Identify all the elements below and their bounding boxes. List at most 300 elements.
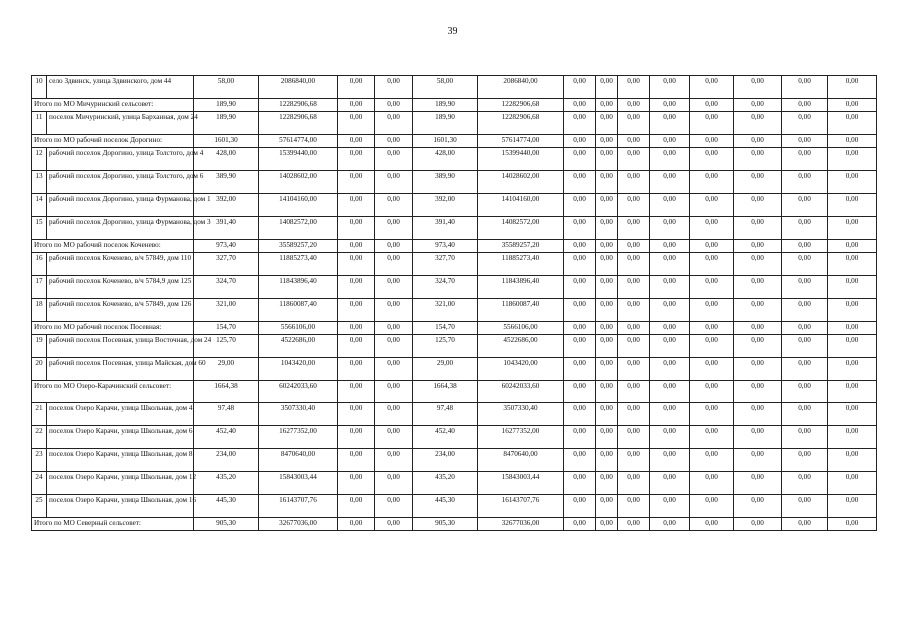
row-number: 11 xyxy=(32,112,47,135)
value-cell: 0,00 xyxy=(690,253,734,276)
value-cell: 0,00 xyxy=(650,135,690,148)
value-cell: 0,00 xyxy=(828,194,877,217)
value-cell: 4522686,00 xyxy=(259,335,338,358)
value-cell: 15399440,00 xyxy=(259,148,338,171)
value-cell: 0,00 xyxy=(564,99,596,112)
table-row xyxy=(32,76,877,99)
value-cell: 11885273,40 xyxy=(259,253,338,276)
value-cell: 0,00 xyxy=(828,322,877,335)
value-cell: 0,00 xyxy=(618,276,650,299)
value-cell: 12282906,68 xyxy=(259,112,338,135)
value-cell: 0,00 xyxy=(564,253,596,276)
value-cell: 0,00 xyxy=(338,495,375,518)
address-cell: рабочий поселок Посевная, улица Восточная, дом 24 xyxy=(47,335,194,358)
address-cell: рабочий поселок Посевная, улица Майская, дом 60 xyxy=(47,358,194,381)
value-cell: 0,00 xyxy=(828,171,877,194)
value-cell: 154,70 xyxy=(413,322,478,335)
table-row xyxy=(32,194,877,217)
value-cell: 0,00 xyxy=(734,472,782,495)
value-cell: 5566106,00 xyxy=(478,322,564,335)
value-cell: 0,00 xyxy=(596,194,618,217)
value-cell: 973,40 xyxy=(413,240,478,253)
value-cell: 0,00 xyxy=(618,99,650,112)
value-cell: 125,70 xyxy=(413,335,478,358)
value-cell: 452,40 xyxy=(413,426,478,449)
value-cell: 8470640,00 xyxy=(259,449,338,472)
value-cell: 0,00 xyxy=(596,112,618,135)
value-cell: 0,00 xyxy=(375,358,413,381)
subtotal-row xyxy=(32,381,877,403)
value-cell: 0,00 xyxy=(734,112,782,135)
value-cell: 0,00 xyxy=(734,518,782,531)
value-cell: 11860087,40 xyxy=(259,299,338,322)
value-cell: 0,00 xyxy=(564,518,596,531)
value-cell: 0,00 xyxy=(596,148,618,171)
value-cell: 2086840,00 xyxy=(259,76,338,99)
value-cell: 189,90 xyxy=(413,112,478,135)
value-cell: 5566106,00 xyxy=(259,322,338,335)
value-cell: 0,00 xyxy=(338,358,375,381)
value-cell: 0,00 xyxy=(618,194,650,217)
value-cell: 0,00 xyxy=(618,472,650,495)
value-cell: 0,00 xyxy=(618,426,650,449)
value-cell: 0,00 xyxy=(618,322,650,335)
value-cell: 0,00 xyxy=(650,299,690,322)
value-cell: 0,00 xyxy=(650,335,690,358)
table-row xyxy=(32,449,877,472)
value-cell: 0,00 xyxy=(650,217,690,240)
value-cell: 0,00 xyxy=(564,472,596,495)
table-row xyxy=(32,217,877,240)
value-cell: 0,00 xyxy=(650,426,690,449)
row-number: 24 xyxy=(32,472,47,495)
value-cell: 0,00 xyxy=(650,449,690,472)
value-cell: 234,00 xyxy=(194,449,259,472)
value-cell: 32677036,00 xyxy=(259,518,338,531)
value-cell: 0,00 xyxy=(596,276,618,299)
value-cell: 0,00 xyxy=(564,148,596,171)
value-cell: 905,30 xyxy=(194,518,259,531)
value-cell: 0,00 xyxy=(782,518,828,531)
table-row xyxy=(32,253,877,276)
value-cell: 14028602,00 xyxy=(478,171,564,194)
value-cell: 0,00 xyxy=(564,76,596,99)
value-cell: 15843003,44 xyxy=(478,472,564,495)
value-cell: 0,00 xyxy=(564,358,596,381)
value-cell: 0,00 xyxy=(564,171,596,194)
value-cell: 0,00 xyxy=(690,358,734,381)
value-cell: 0,00 xyxy=(596,217,618,240)
value-cell: 0,00 xyxy=(596,76,618,99)
value-cell: 0,00 xyxy=(596,381,618,403)
row-number: 13 xyxy=(32,171,47,194)
value-cell: 324,70 xyxy=(194,276,259,299)
value-cell: 0,00 xyxy=(564,276,596,299)
value-cell: 0,00 xyxy=(338,194,375,217)
value-cell: 0,00 xyxy=(375,322,413,335)
value-cell: 0,00 xyxy=(618,335,650,358)
value-cell: 1664,38 xyxy=(194,381,259,403)
value-cell: 0,00 xyxy=(375,135,413,148)
value-cell: 32677036,00 xyxy=(478,518,564,531)
value-cell: 0,00 xyxy=(564,495,596,518)
value-cell: 29,00 xyxy=(194,358,259,381)
value-cell: 324,70 xyxy=(413,276,478,299)
row-number: 21 xyxy=(32,403,47,426)
value-cell: 0,00 xyxy=(828,381,877,403)
value-cell: 0,00 xyxy=(734,495,782,518)
value-cell: 435,20 xyxy=(194,472,259,495)
value-cell: 0,00 xyxy=(828,135,877,148)
address-cell: рабочий поселок Дорогино, улица Толстого, дом 4 xyxy=(47,148,194,171)
value-cell: 445,30 xyxy=(194,495,259,518)
value-cell: 391,40 xyxy=(413,217,478,240)
value-cell: 15843003,44 xyxy=(259,472,338,495)
value-cell: 14082572,00 xyxy=(259,217,338,240)
value-cell: 1601,30 xyxy=(194,135,259,148)
value-cell: 0,00 xyxy=(338,299,375,322)
value-cell: 0,00 xyxy=(782,240,828,253)
value-cell: 0,00 xyxy=(782,194,828,217)
table-row xyxy=(32,403,877,426)
address-cell: поселок Озеро Карачи, улица Школьная, дом 4 xyxy=(47,403,194,426)
value-cell: 14028602,00 xyxy=(259,171,338,194)
value-cell: 0,00 xyxy=(782,276,828,299)
value-cell: 0,00 xyxy=(734,148,782,171)
value-cell: 327,70 xyxy=(413,253,478,276)
subtotal-label: Итого по МО Озеро-Карачинский сельсовет: xyxy=(32,381,194,403)
value-cell: 234,00 xyxy=(413,449,478,472)
value-cell: 0,00 xyxy=(618,112,650,135)
value-cell: 14104160,00 xyxy=(259,194,338,217)
value-cell: 428,00 xyxy=(413,148,478,171)
value-cell: 0,00 xyxy=(734,99,782,112)
value-cell: 0,00 xyxy=(650,99,690,112)
value-cell: 0,00 xyxy=(618,76,650,99)
value-cell: 1043420,00 xyxy=(259,358,338,381)
value-cell: 0,00 xyxy=(596,518,618,531)
value-cell: 905,30 xyxy=(413,518,478,531)
value-cell: 0,00 xyxy=(690,99,734,112)
value-cell: 0,00 xyxy=(782,217,828,240)
value-cell: 0,00 xyxy=(690,171,734,194)
value-cell: 0,00 xyxy=(375,276,413,299)
value-cell: 29,00 xyxy=(413,358,478,381)
value-cell: 2086840,00 xyxy=(478,76,564,99)
value-cell: 0,00 xyxy=(650,276,690,299)
subtotal-row xyxy=(32,135,877,148)
value-cell: 14082572,00 xyxy=(478,217,564,240)
row-number: 12 xyxy=(32,148,47,171)
value-cell: 0,00 xyxy=(650,148,690,171)
value-cell: 0,00 xyxy=(828,495,877,518)
address-cell: рабочий поселок Дорогино, улица Фурманова, дом 3 xyxy=(47,217,194,240)
housing-register-table xyxy=(31,75,877,531)
value-cell: 0,00 xyxy=(564,194,596,217)
value-cell: 0,00 xyxy=(828,240,877,253)
value-cell: 0,00 xyxy=(596,135,618,148)
subtotal-label: Итого по МО Мичуринский сельсовет: xyxy=(32,99,194,112)
address-cell: поселок Мичуринский, улица Барханная, дом 24 xyxy=(47,112,194,135)
subtotal-row xyxy=(32,322,877,335)
value-cell: 0,00 xyxy=(734,426,782,449)
value-cell: 189,90 xyxy=(194,99,259,112)
value-cell: 0,00 xyxy=(828,518,877,531)
value-cell: 0,00 xyxy=(782,449,828,472)
value-cell: 0,00 xyxy=(690,472,734,495)
value-cell: 0,00 xyxy=(734,217,782,240)
value-cell: 0,00 xyxy=(828,472,877,495)
value-cell: 0,00 xyxy=(690,135,734,148)
value-cell: 0,00 xyxy=(690,322,734,335)
value-cell: 0,00 xyxy=(596,322,618,335)
value-cell: 0,00 xyxy=(564,403,596,426)
value-cell: 0,00 xyxy=(690,194,734,217)
table-row xyxy=(32,358,877,381)
value-cell: 0,00 xyxy=(618,148,650,171)
value-cell: 0,00 xyxy=(650,194,690,217)
value-cell: 321,00 xyxy=(413,299,478,322)
value-cell: 58,00 xyxy=(194,76,259,99)
table-row xyxy=(32,495,877,518)
value-cell: 0,00 xyxy=(596,99,618,112)
value-cell: 11843896,40 xyxy=(259,276,338,299)
value-cell: 0,00 xyxy=(734,322,782,335)
value-cell: 0,00 xyxy=(375,381,413,403)
value-cell: 0,00 xyxy=(690,335,734,358)
value-cell: 0,00 xyxy=(375,403,413,426)
address-cell: рабочий поселок Коченево, в/ч 5784,9 дом 125 xyxy=(47,276,194,299)
value-cell: 0,00 xyxy=(375,299,413,322)
value-cell: 0,00 xyxy=(650,495,690,518)
value-cell: 0,00 xyxy=(690,426,734,449)
value-cell: 0,00 xyxy=(596,426,618,449)
value-cell: 0,00 xyxy=(375,148,413,171)
value-cell: 0,00 xyxy=(782,403,828,426)
value-cell: 0,00 xyxy=(375,76,413,99)
value-cell: 0,00 xyxy=(828,358,877,381)
value-cell: 0,00 xyxy=(690,299,734,322)
value-cell: 16143707,76 xyxy=(478,495,564,518)
value-cell: 0,00 xyxy=(734,335,782,358)
value-cell: 0,00 xyxy=(782,253,828,276)
value-cell: 0,00 xyxy=(650,112,690,135)
value-cell: 0,00 xyxy=(564,135,596,148)
address-cell: поселок Озеро Карачи, улица Школьная, дом 16 xyxy=(47,495,194,518)
value-cell: 0,00 xyxy=(618,518,650,531)
value-cell: 445,30 xyxy=(413,495,478,518)
value-cell: 0,00 xyxy=(618,217,650,240)
value-cell: 0,00 xyxy=(828,217,877,240)
value-cell: 0,00 xyxy=(734,76,782,99)
value-cell: 321,00 xyxy=(194,299,259,322)
value-cell: 0,00 xyxy=(338,381,375,403)
address-cell: поселок Озеро Карачи, улица Школьная, дом 6 xyxy=(47,426,194,449)
value-cell: 0,00 xyxy=(782,99,828,112)
value-cell: 0,00 xyxy=(828,253,877,276)
value-cell: 0,00 xyxy=(782,299,828,322)
table-row xyxy=(32,472,877,495)
value-cell: 0,00 xyxy=(734,240,782,253)
subtotal-label: Итого по МО Северный сельсовет: xyxy=(32,518,194,531)
value-cell: 0,00 xyxy=(338,449,375,472)
value-cell: 392,00 xyxy=(194,194,259,217)
value-cell: 3507330,40 xyxy=(259,403,338,426)
value-cell: 0,00 xyxy=(618,495,650,518)
value-cell: 0,00 xyxy=(782,112,828,135)
value-cell: 0,00 xyxy=(782,322,828,335)
value-cell: 452,40 xyxy=(194,426,259,449)
value-cell: 16277352,00 xyxy=(478,426,564,449)
value-cell: 0,00 xyxy=(596,495,618,518)
value-cell: 0,00 xyxy=(650,358,690,381)
address-cell: поселок Озеро Карачи, улица Школьная, дом 12 xyxy=(47,472,194,495)
value-cell: 0,00 xyxy=(564,449,596,472)
value-cell: 0,00 xyxy=(734,403,782,426)
value-cell: 12282906,68 xyxy=(478,99,564,112)
value-cell: 0,00 xyxy=(690,112,734,135)
value-cell: 0,00 xyxy=(375,472,413,495)
value-cell: 1664,38 xyxy=(413,381,478,403)
value-cell: 0,00 xyxy=(338,240,375,253)
address-cell: поселок Озеро Карачи, улица Школьная, дом 8 xyxy=(47,449,194,472)
value-cell: 154,70 xyxy=(194,322,259,335)
value-cell: 0,00 xyxy=(564,426,596,449)
value-cell: 0,00 xyxy=(782,472,828,495)
value-cell: 389,90 xyxy=(413,171,478,194)
value-cell: 97,48 xyxy=(194,403,259,426)
row-number: 25 xyxy=(32,495,47,518)
address-cell: рабочий поселок Дорогино, улица Толстого, дом 6 xyxy=(47,171,194,194)
table-row xyxy=(32,335,877,358)
value-cell: 0,00 xyxy=(618,449,650,472)
value-cell: 0,00 xyxy=(618,299,650,322)
value-cell: 60242033,60 xyxy=(478,381,564,403)
subtotal-label: Итого по МО рабочий поселок Коченево: xyxy=(32,240,194,253)
value-cell: 0,00 xyxy=(782,426,828,449)
value-cell: 16277352,00 xyxy=(259,426,338,449)
value-cell: 0,00 xyxy=(564,335,596,358)
value-cell: 0,00 xyxy=(650,518,690,531)
value-cell: 0,00 xyxy=(828,112,877,135)
row-number: 17 xyxy=(32,276,47,299)
value-cell: 0,00 xyxy=(618,358,650,381)
value-cell: 0,00 xyxy=(828,335,877,358)
value-cell: 0,00 xyxy=(782,171,828,194)
value-cell: 0,00 xyxy=(375,495,413,518)
value-cell: 1043420,00 xyxy=(478,358,564,381)
value-cell: 392,00 xyxy=(413,194,478,217)
value-cell: 0,00 xyxy=(338,76,375,99)
value-cell: 0,00 xyxy=(782,381,828,403)
value-cell: 0,00 xyxy=(596,403,618,426)
value-cell: 0,00 xyxy=(596,171,618,194)
value-cell: 15399440,00 xyxy=(478,148,564,171)
value-cell: 0,00 xyxy=(690,76,734,99)
value-cell: 0,00 xyxy=(690,403,734,426)
value-cell: 0,00 xyxy=(564,322,596,335)
row-number: 14 xyxy=(32,194,47,217)
value-cell: 57614774,00 xyxy=(259,135,338,148)
value-cell: 0,00 xyxy=(375,171,413,194)
row-number: 16 xyxy=(32,253,47,276)
row-number: 19 xyxy=(32,335,47,358)
row-number: 20 xyxy=(32,358,47,381)
value-cell: 0,00 xyxy=(564,240,596,253)
value-cell: 0,00 xyxy=(690,495,734,518)
value-cell: 0,00 xyxy=(375,99,413,112)
value-cell: 0,00 xyxy=(650,322,690,335)
value-cell: 0,00 xyxy=(782,335,828,358)
value-cell: 0,00 xyxy=(338,112,375,135)
value-cell: 0,00 xyxy=(338,217,375,240)
value-cell: 0,00 xyxy=(650,240,690,253)
subtotal-row xyxy=(32,240,877,253)
value-cell: 0,00 xyxy=(375,217,413,240)
value-cell: 0,00 xyxy=(596,449,618,472)
value-cell: 1601,30 xyxy=(413,135,478,148)
row-number: 15 xyxy=(32,217,47,240)
value-cell: 14104160,00 xyxy=(478,194,564,217)
value-cell: 0,00 xyxy=(690,240,734,253)
value-cell: 0,00 xyxy=(338,426,375,449)
value-cell: 97,48 xyxy=(413,403,478,426)
value-cell: 973,40 xyxy=(194,240,259,253)
value-cell: 58,00 xyxy=(413,76,478,99)
value-cell: 0,00 xyxy=(338,99,375,112)
value-cell: 0,00 xyxy=(828,426,877,449)
address-cell: рабочий поселок Дорогино, улица Фурманова, дом 1 xyxy=(47,194,194,217)
table-row xyxy=(32,299,877,322)
value-cell: 0,00 xyxy=(650,253,690,276)
value-cell: 0,00 xyxy=(650,381,690,403)
value-cell: 0,00 xyxy=(690,518,734,531)
value-cell: 391,40 xyxy=(194,217,259,240)
value-cell: 0,00 xyxy=(828,403,877,426)
value-cell: 0,00 xyxy=(828,299,877,322)
value-cell: 0,00 xyxy=(596,335,618,358)
value-cell: 0,00 xyxy=(690,381,734,403)
value-cell: 12282906,68 xyxy=(259,99,338,112)
value-cell: 11885273,40 xyxy=(478,253,564,276)
value-cell: 0,00 xyxy=(618,171,650,194)
value-cell: 0,00 xyxy=(782,76,828,99)
value-cell: 0,00 xyxy=(782,495,828,518)
value-cell: 0,00 xyxy=(338,253,375,276)
value-cell: 0,00 xyxy=(338,135,375,148)
value-cell: 0,00 xyxy=(782,148,828,171)
value-cell: 0,00 xyxy=(690,148,734,171)
value-cell: 0,00 xyxy=(618,403,650,426)
value-cell: 0,00 xyxy=(338,276,375,299)
value-cell: 428,00 xyxy=(194,148,259,171)
value-cell: 0,00 xyxy=(564,381,596,403)
value-cell: 327,70 xyxy=(194,253,259,276)
address-cell: рабочий поселок Коченево, в/ч 57849, дом 126 xyxy=(47,299,194,322)
value-cell: 0,00 xyxy=(650,403,690,426)
value-cell: 0,00 xyxy=(734,299,782,322)
value-cell: 35589257,20 xyxy=(259,240,338,253)
value-cell: 0,00 xyxy=(650,171,690,194)
value-cell: 0,00 xyxy=(618,240,650,253)
value-cell: 0,00 xyxy=(596,472,618,495)
value-cell: 0,00 xyxy=(734,449,782,472)
value-cell: 0,00 xyxy=(564,112,596,135)
value-cell: 0,00 xyxy=(618,135,650,148)
value-cell: 435,20 xyxy=(413,472,478,495)
value-cell: 0,00 xyxy=(338,171,375,194)
value-cell: 0,00 xyxy=(782,135,828,148)
